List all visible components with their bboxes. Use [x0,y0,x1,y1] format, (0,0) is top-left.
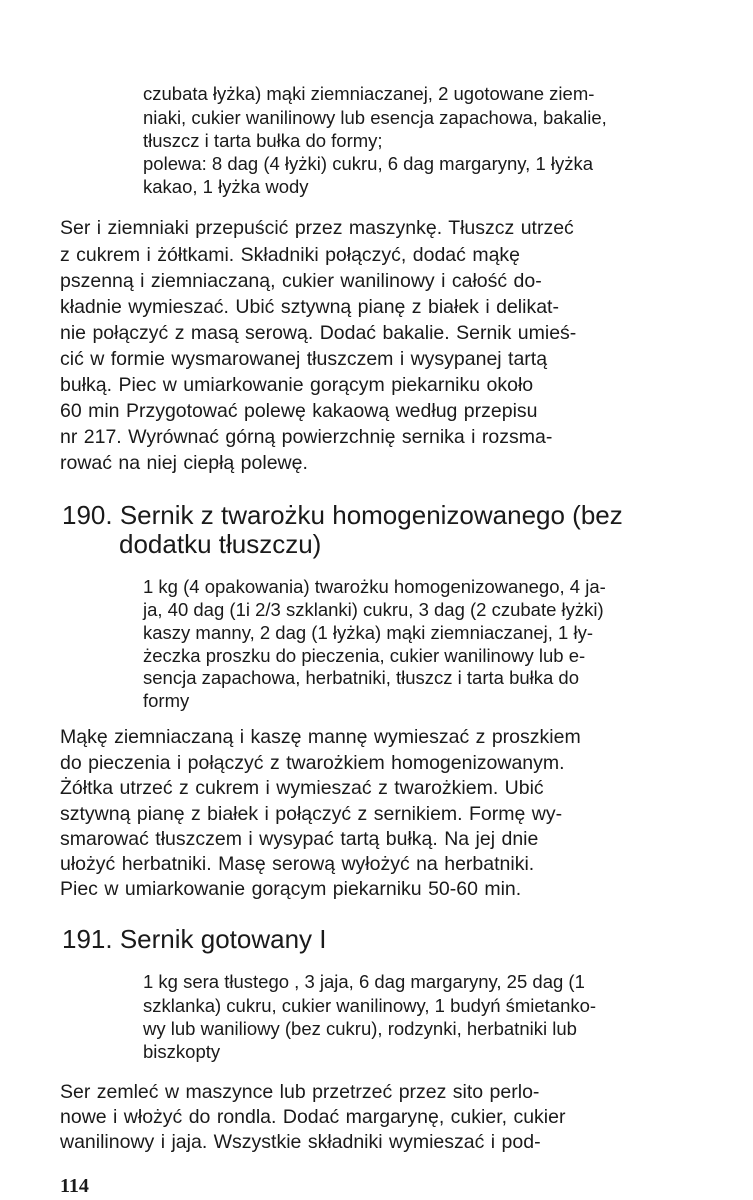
method-line: kładnie wymieszać. Ubić sztywną pianę z białek i delikat- [60,296,559,318]
method-line: nr 217. Wyrównać górną powierzchnię sernika i rozsma- [60,426,553,448]
ingredient-line: biszkopty [143,1041,221,1062]
ingredient-line: ja, 40 dag (1i 2/3 szklanki) cukru, 3 dag (2 czubate łyżki) [143,599,604,620]
method-line: Mąkę ziemniaczaną i kaszę mannę wymieszać z proszkiem [60,726,581,748]
method-line: bułką. Piec w umiarkowanie gorącym piekarniku około [60,374,534,396]
ingredient-line: szklanka) cukru, cukier wanilinowy, 1 budyń śmietanko- [143,995,597,1016]
method-line: Piec w umiarkowanie gorącym piekarniku 50-60 min. [60,878,522,900]
ingredient-line: kaszy manny, 2 dag (1 łyżka) mąki ziemniaczanej, 1 ły- [143,622,593,643]
method-line: cić w formie wysmarowanej tłuszczem i wysypanej tartą [60,348,548,370]
recipe-heading: 191. Sernik gotowany I [62,924,327,954]
ingredient-line: niaki, cukier wanilinowy lub esencja zapachowa, bakalie, [143,107,607,128]
recipe-heading-continued: dodatku tłuszczu) [119,529,322,559]
recipe-heading: 190. Sernik z twarożku homogenizowanego (bez [62,500,623,530]
ingredient-line: 1 kg (4 opakowania) twarożku homogenizowanego, 4 ja- [143,576,606,597]
ingredient-line: kakao, 1 łyżka wody [143,176,309,197]
ingredient-line: sencja zapachowa, herbatniki, tłuszcz i tarta bułka do [143,667,580,688]
method-line: z cukrem i żółtkami. Składniki połączyć, dodać mąkę [60,244,521,266]
method-line: Żółtka utrzeć z cukrem i wymieszać z twarożkiem. Ubić [60,777,544,799]
method-line: wanilinowy i jaja. Wszystkie składniki wymieszać i pod- [60,1131,541,1153]
method-line: ułożyć herbatniki. Masę serową wyłożyć na herbatniki. [60,853,535,875]
method-line: do pieczenia i połączyć z twarożkiem homogenizowanym. [60,752,565,774]
method-line: smarować tłuszczem i wysypać tartą bułką. Na jej dnie [60,828,539,850]
ingredient-line: wy lub waniliowy (bez cukru), rodzynki, herbatniki lub [143,1018,577,1039]
method-line: pszenną i ziemniaczaną, cukier wanilinowy i całość do- [60,270,542,292]
method-line: Ser i ziemniaki przepuścić przez maszynkę. Tłuszcz utrzeć [60,217,574,239]
ingredient-line: czubata łyżka) mąki ziemniaczanej, 2 ugotowane ziem- [143,83,595,104]
method-line: 60 min Przygotować polewę kakaową według przepisu [60,400,538,422]
ingredient-line: 1 kg sera tłustego , 3 jaja, 6 dag margaryny, 25 dag (1 [143,971,585,992]
ingredient-line: polewa: 8 dag (4 łyżki) cukru, 6 dag margaryny, 1 łyżka [143,153,594,174]
ingredient-line: tłuszcz i tarta bułka do formy; [143,130,383,151]
page-number: 114 [60,1175,89,1197]
method-line: rować na niej ciepłą polewę. [60,452,308,474]
method-line: sztywną pianę z białek i połączyć z sernikiem. Formę wy- [60,803,563,825]
method-line: nowe i włożyć do rondla. Dodać margarynę, cukier, cukier [60,1106,566,1128]
ingredient-line: formy [143,690,190,711]
method-line: nie połączyć z masą serową. Dodać bakalie. Sernik umieś- [60,322,577,344]
method-line: Ser zemleć w maszynce lub przetrzeć przez sito perlo- [60,1081,540,1103]
ingredient-line: żeczka proszku do pieczenia, cukier wanilinowy lub e- [143,645,586,666]
